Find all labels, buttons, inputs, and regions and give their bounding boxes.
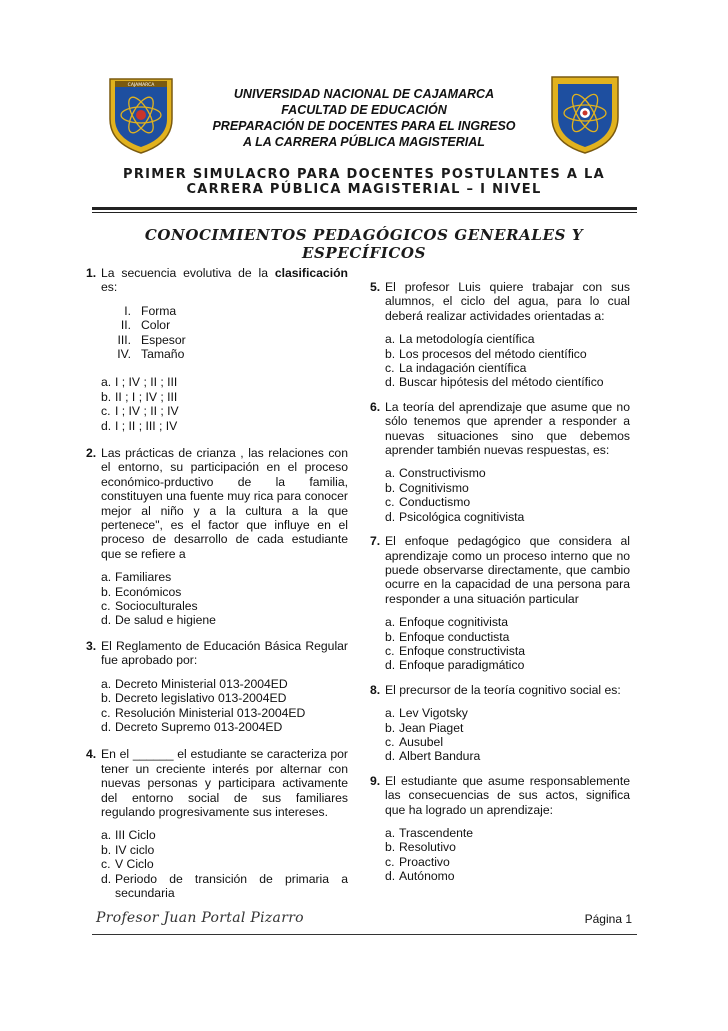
answer-option (101, 570, 348, 584)
question-9 (370, 774, 630, 884)
answer-option (385, 869, 630, 883)
option-letter: a. (385, 332, 396, 347)
question-text-part: es: (101, 280, 118, 295)
option-text: I ; IV ; II ; IV (115, 404, 179, 419)
faculty-name: FACULTAD DE EDUCACIÓN (281, 103, 447, 117)
option-text: Decreto Ministerial 013-2004ED (115, 676, 288, 691)
question-7 (370, 534, 630, 673)
question-number: 6. (370, 399, 381, 414)
option-letter: c. (101, 857, 111, 872)
option-text: Resolutivo (399, 840, 456, 855)
question-number: 7. (370, 534, 381, 549)
university-seal-logo (104, 75, 178, 155)
list-item-text: Espesor (141, 332, 186, 347)
option-letter: c. (385, 361, 395, 376)
answer-options (101, 677, 348, 735)
answer-option (385, 721, 630, 735)
answer-option (385, 510, 630, 524)
list-item (101, 318, 348, 332)
question-text: El estudiante que asume responsablemente las consecuencias de sus actos, significa que ha logrado un aprendizaje: (385, 773, 630, 817)
option-text: I ; IV ; II ; III (115, 375, 178, 390)
option-text: Cognitivismo (399, 480, 469, 495)
answer-option (385, 466, 630, 480)
option-letter: d. (385, 658, 396, 673)
list-item-text: Tamaño (141, 346, 185, 361)
answer-options (385, 706, 630, 764)
question-2 (86, 446, 348, 628)
option-letter: a. (385, 706, 396, 721)
question-text: El Reglamento de Educación Básica Regular fue aprobado por: (101, 638, 348, 668)
option-letter: b. (385, 629, 396, 644)
list-item-text: Forma (141, 303, 177, 318)
answer-option (385, 375, 630, 389)
answer-option (385, 615, 630, 629)
option-letter: b. (385, 480, 396, 495)
option-letter: d. (101, 719, 112, 734)
list-item-text: Color (141, 318, 171, 333)
option-text: Autónomo (399, 869, 455, 884)
question-number: 2. (86, 446, 97, 460)
answer-options (385, 466, 630, 524)
answer-option (101, 706, 348, 720)
question-text: Las prácticas de crianza , las relaciones con el entorno, su participación en el proceso económico-prductivo de la familia, constituyen una fuente muy rica para conocer mejor al niño y a la cultura a la que pertenece", es el factor que influye en el proceso de desarrollo de cada estudiante que se refiere a (101, 446, 348, 561)
list-item (101, 304, 348, 318)
option-letter: d. (101, 418, 112, 433)
university-name: UNIVERSIDAD NACIONAL DE CAJAMARCA (233, 87, 495, 101)
option-text: IV ciclo (115, 842, 155, 857)
option-text: De salud e higiene (115, 613, 216, 628)
option-text: I ; II ; III ; IV (115, 418, 178, 433)
option-letter: a. (101, 828, 112, 843)
question-4 (86, 747, 348, 900)
roman-numeral: II. (120, 318, 131, 333)
option-text: Decreto legislativo 013-2004ED (115, 691, 287, 706)
option-text: Socioculturales (115, 599, 198, 614)
question-1 (86, 266, 348, 433)
option-text: Jean Piaget (399, 720, 464, 735)
answer-option (385, 658, 630, 672)
answer-option (101, 390, 348, 404)
answer-option (385, 481, 630, 495)
answer-option (101, 691, 348, 705)
page-number: Página 1 (584, 912, 632, 926)
answer-option (101, 375, 348, 389)
answer-option (385, 630, 630, 644)
roman-numeral: I. (124, 303, 131, 318)
option-text: Familiares (115, 570, 172, 585)
answer-option (101, 599, 348, 613)
footer-author: Profesor Juan Portal Pizarro (96, 910, 304, 926)
answer-options (385, 615, 630, 673)
option-letter: a. (101, 570, 112, 585)
option-letter: b. (101, 842, 112, 857)
option-letter: b. (385, 346, 396, 361)
roman-numeral: IV. (117, 346, 131, 361)
answer-option (101, 419, 348, 433)
question-number: 3. (86, 638, 97, 653)
list-item (101, 347, 348, 361)
option-text: Ausubel (399, 734, 444, 749)
option-text: II ; I ; IV ; III (115, 389, 178, 404)
answer-option (385, 855, 630, 869)
faculty-seal-logo (548, 75, 622, 155)
question-text: La teoría del aprendizaje que asume que no sólo tenemos que aprender a responder a nuevas situaciones sino que debemos aprender también nuevas respuestas, es: (385, 399, 630, 458)
option-text: Proactivo (399, 854, 450, 869)
option-letter: a. (385, 826, 396, 840)
option-text: Enfoque paradigmático (399, 658, 525, 673)
question-3 (86, 639, 348, 734)
answer-option (385, 749, 630, 763)
option-text: III Ciclo (115, 828, 156, 843)
option-text: Albert Bandura (399, 749, 481, 764)
question-5 (370, 280, 630, 390)
question-text-bold: clasificación (274, 266, 348, 280)
question-text (101, 266, 348, 295)
option-text: V Ciclo (115, 857, 154, 872)
option-text: Psicológica cognitivista (399, 509, 525, 524)
option-letter: c. (385, 495, 395, 510)
question-text: El enfoque pedagógico que considera al aprendizaje como un proceso interno que no puede observarse directamente, que cambio ocurre en la capacidad de una persona para responder a una situación particular (385, 534, 630, 606)
answer-option (385, 706, 630, 720)
option-text: Buscar hipótesis del método científico (399, 375, 604, 390)
answer-option (101, 404, 348, 418)
question-text: El precursor de la teoría cognitivo social es: (385, 682, 621, 697)
title-line-2: CARRERA PÚBLICA MAGISTERIAL – I NIVEL (186, 182, 542, 197)
list-item (101, 333, 348, 347)
option-letter: a. (101, 375, 112, 390)
program-name-2: A LA CARRERA PÚBLICA MAGISTERIAL (243, 135, 485, 149)
institution-header (200, 86, 528, 150)
question-number: 4. (86, 747, 97, 762)
answer-options (101, 570, 348, 628)
option-text: Conductismo (399, 495, 471, 510)
option-letter: b. (101, 691, 112, 706)
answer-option (101, 843, 348, 857)
answer-option (385, 361, 630, 375)
question-number: 8. (370, 682, 381, 697)
answer-option (385, 347, 630, 361)
header-divider-thin (92, 212, 637, 213)
program-name: PREPARACIÓN DE DOCENTES PARA EL INGRESO (212, 119, 516, 133)
answer-option (385, 495, 630, 509)
answer-option (385, 644, 630, 658)
option-letter: d. (385, 749, 396, 764)
answer-option (385, 840, 630, 854)
option-text: Enfoque cognitivista (399, 615, 509, 630)
option-letter: b. (385, 720, 396, 735)
title-line-1: PRIMER SIMULACRO PARA DOCENTES POSTULANTES A LA (123, 167, 605, 182)
question-text: En el ______ el estudiante se caracteriza por tener un creciente interés por alternar con nuevas personas y participara activamente del entorno social de sus familiares regulando progresivamente sus intereses. (101, 747, 348, 819)
option-letter: b. (385, 840, 396, 855)
question-text-part: La secuencia evolutiva de la (101, 266, 275, 280)
option-text: Resolución Ministerial 013-2004ED (115, 705, 306, 720)
option-letter: d. (101, 613, 112, 628)
option-text: Periodo de transición de primaria a secundaria (115, 871, 348, 900)
option-text: Decreto Supremo 013-2004ED (115, 719, 283, 734)
option-text: Los procesos del método científico (399, 346, 587, 361)
right-column (370, 280, 630, 884)
option-text: Enfoque conductista (399, 629, 510, 644)
option-letter: d. (385, 869, 396, 884)
answer-option (385, 826, 630, 840)
option-text: Enfoque constructivista (399, 643, 526, 658)
option-text: Lev Vigotsky (399, 706, 468, 721)
answer-option (385, 735, 630, 749)
answer-option (101, 828, 348, 842)
option-letter: a. (385, 615, 396, 630)
question-number: 1. (86, 266, 97, 280)
option-text: Económicos (115, 584, 182, 599)
logo-text: CAJAMARCA (127, 83, 155, 88)
option-letter: b. (101, 389, 112, 404)
roman-list (101, 304, 348, 362)
option-letter: c. (385, 643, 395, 658)
answer-option (101, 857, 348, 871)
answer-option (385, 332, 630, 346)
question-6 (370, 400, 630, 524)
question-number: 5. (370, 280, 381, 294)
option-letter: c. (101, 599, 111, 614)
simulacro-title (84, 167, 644, 197)
option-text: Trascendente (399, 826, 474, 840)
option-letter: d. (385, 509, 396, 524)
answer-options (101, 375, 348, 433)
option-text: La indagación científica (399, 361, 527, 376)
option-letter: a. (385, 466, 396, 481)
left-column (86, 266, 348, 900)
option-letter: c. (101, 705, 111, 720)
question-number: 9. (370, 773, 381, 788)
answer-option (101, 585, 348, 599)
answer-option (101, 872, 348, 901)
answer-options (101, 828, 348, 900)
answer-option (101, 613, 348, 627)
option-letter: c. (101, 404, 111, 419)
option-letter: d. (385, 375, 396, 390)
option-text: La metodología científica (399, 332, 535, 347)
roman-numeral: III. (117, 332, 131, 347)
footer-divider (92, 934, 637, 935)
question-text: El profesor Luis quiere trabajar con sus alumnos, el ciclo del agua, para lo cual deberá realizar actividades orientadas a: (385, 280, 630, 323)
option-letter: a. (101, 676, 112, 691)
option-letter: b. (101, 584, 112, 599)
option-letter: c. (385, 734, 395, 749)
answer-option (101, 677, 348, 691)
answer-option (101, 720, 348, 734)
option-letter: d. (101, 871, 112, 886)
option-text: Constructivismo (399, 466, 486, 481)
option-letter: c. (385, 854, 395, 869)
header-divider (92, 207, 637, 210)
answer-options (385, 826, 630, 884)
answer-options (385, 332, 630, 390)
question-8 (370, 683, 630, 764)
section-title: CONOCIMIENTOS PEDAGÓGICOS GENERALES Y ESPECÍFICOS (144, 226, 584, 262)
